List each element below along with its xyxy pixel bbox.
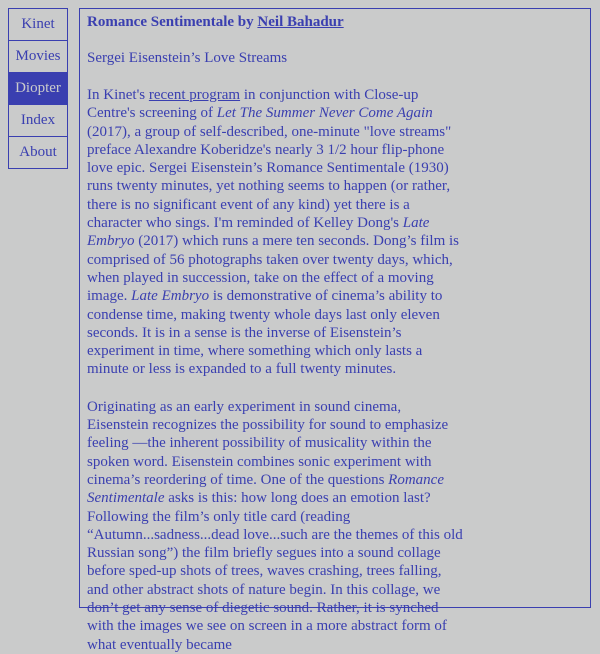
- article-title: [87, 13, 582, 32]
- p2-text-1: Originating as an early experiment in sound cinema, Eisenstein recognizes the possibility for sound to emphasize feeling —the inherent possibility of musicality within the spoken word. Eisenstein combines sonic experiment with cinema’s reordering of time. One of the questions: [87, 398, 449, 488]
- p1-text-2: in conjunction with Close-up Centre's screening of: [87, 87, 419, 122]
- p1-text-5: is demonstrative of cinema’s ability to condense time, making twenty whole days last only eleven seconds. It is in a sense is the inverse of Eisenstein’s experiment in time, where something which only lasts a minute or less is expanded to a full twenty minutes.: [87, 288, 443, 378]
- p1-text-4: (2017) which runs a mere ten seconds. Dong’s film is comprised of 56 photographs taken over twenty days, which, when played in succession, take on the effect of a moving image.: [87, 233, 460, 305]
- nav-item-index[interactable]: Index: [9, 105, 67, 137]
- p1-text-1: In Kinet's: [87, 87, 149, 103]
- nav-item-movies[interactable]: Movies: [9, 41, 67, 73]
- nav-item-about[interactable]: About: [9, 137, 67, 169]
- recent-program-link[interactable]: recent program: [148, 87, 241, 103]
- film-title-let-the-summer: Let The Summer Never Come Again: [216, 105, 433, 122]
- film-title-romance-sentimentale: Romance Sentimentale: [87, 471, 444, 507]
- p2-text-2: asks is this: how long does an emotion last? Following the film’s only title card (reading “Autumn...sadness...dead love...such are the themes of this old Russian song”) the film briefly segues into a sound collage before sped-up shots of trees, waves crashing, trees falling, and other abstract shots of nature begin. In this collage, we don’t get any sense of diegetic sound. Rather, it is synched with the images we see on screen in a more abstract form of what eventually became: [87, 490, 463, 653]
- nav-item-diopter[interactable]: Diopter: [9, 73, 67, 105]
- paragraph-1: [87, 86, 465, 379]
- film-title-late-embryo-2: Late Embryo: [131, 288, 210, 305]
- site-nav: [8, 8, 68, 169]
- paragraph-2: [87, 398, 465, 654]
- author-link[interactable]: Neil Bahadur: [257, 14, 344, 30]
- film-title-late-embryo: Late Embryo: [87, 215, 430, 250]
- article-subtitle: Sergei Eisenstein’s Love Streams: [87, 50, 288, 66]
- title-prefix: Romance Sentimentale by: [87, 14, 258, 30]
- p1-text-3: (2017), a group of self-described, one-minute "love streams" preface Alexandre Koberidze's nearly 3 1/2 hour flip-phone love epic. Sergei Eisenstein’s Romance Sentimentale (1930) runs twenty minutes, yet nothing seems to happen (or rather, there is no significant event of any kind) yet there is a character who sings. I'm reminded of Kelley Dong's: [87, 123, 452, 232]
- article: [79, 8, 591, 653]
- nav-item-kinet[interactable]: Kinet: [9, 9, 67, 41]
